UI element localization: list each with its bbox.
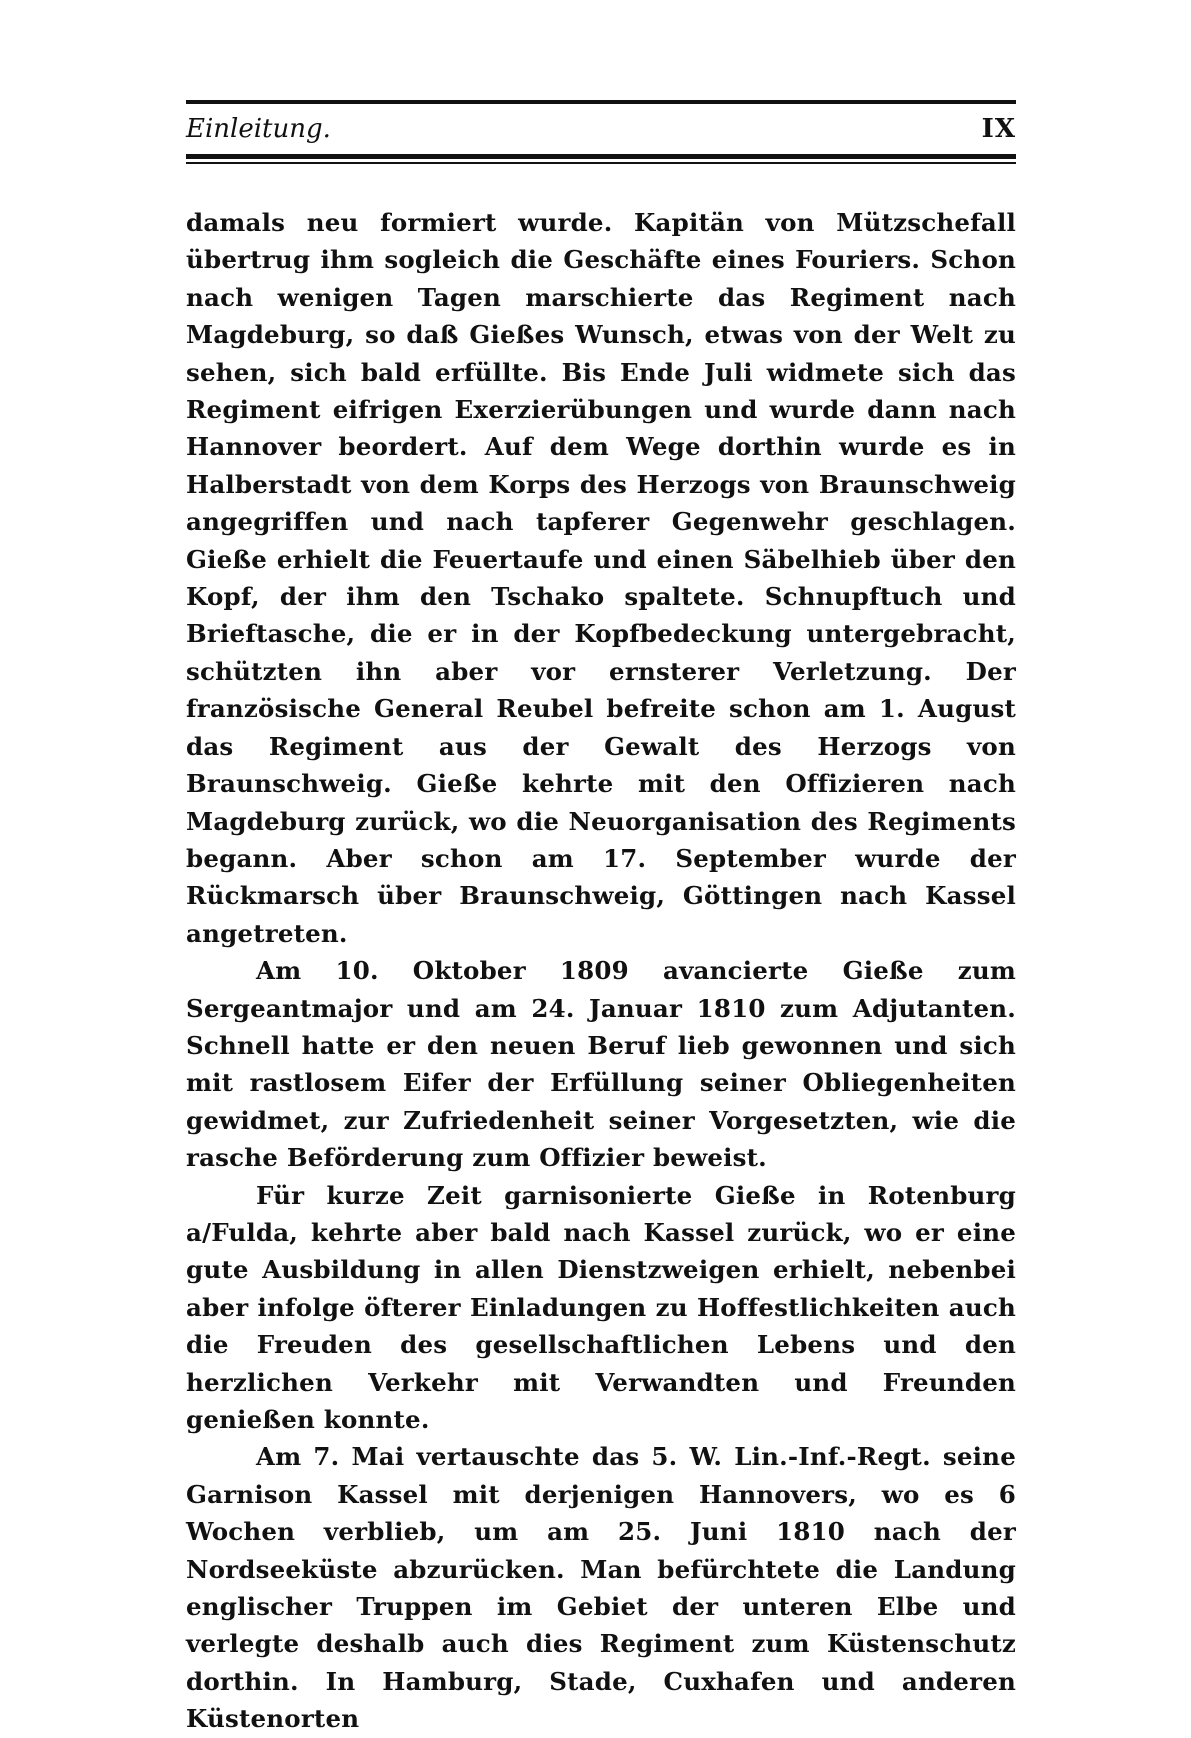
book-page — [186, 100, 1016, 1738]
page-number: IX — [981, 114, 1016, 144]
header-thin-rule — [186, 162, 1016, 164]
paragraph: damals neu formiert wurde. Kapitän von Mützschefall übertrug ihm sogleich die Geschäfte eines Fouriers. Schon nach wenigen Tagen marschierte das Regiment nach Magdeburg, so daß Gießes Wunsch, etwas von der Welt zu sehen, sich bald erfüllte. Bis Ende Juli widmete sich das Regiment eifrigen Exerzierübungen und wurde dann nach Hannover beordert. Auf dem Wege dorthin wurde es in Halberstadt von dem Korps des Herzogs von Braunschweig angegriffen und nach tapferer Gegenwehr geschlagen. Gieße erhielt die Feuertaufe und einen Säbelhieb über den Kopf, der ihm den Tschako spaltete. Schnupftuch und Brieftasche, die er in der Kopfbedeckung untergebracht, schützten ihn aber vor ernsterer Verletzung. Der französische General Reubel befreite schon am 1. August das Regiment aus der Gewalt des Herzogs von Braunschweig. Gieße kehrte mit den Offizieren nach Magdeburg zurück, wo die Neuorganisation des Regiments begann. Aber schon am 17. September wurde der Rückmarsch über Braunschweig, Göttingen nach Kassel angetreten. — [186, 208, 1016, 948]
paragraph: Am 10. Oktober 1809 avancierte Gieße zum Sergeantmajor und am 24. Januar 1810 zum Adjutanten. Schnell hatte er den neuen Beruf lieb gewonnen und sich mit rastlosem Eifer der Erfüllung seiner Obliegenheiten gewidmet, zur Zufriedenheit seiner Vorgesetzten, wie die rasche Beförderung zum Offizier beweist. — [186, 956, 1016, 1173]
paragraph: Für kurze Zeit garnisonierte Gieße in Rotenburg a/Fulda, kehrte aber bald nach Kassel zurück, wo er eine gute Ausbildung in allen Dienstzweigen erhielt, nebenbei aber infolge öfterer Einladungen zu Hoffestlichkeiten auch die Freuden des gesellschaftlichen Lebens und den herzlichen Verkehr mit Verwandten und Freunden genießen konnte. — [186, 1180, 1016, 1434]
running-header — [186, 114, 1016, 148]
header-bottom-rule — [186, 154, 1016, 159]
paragraph: Am 7. Mai vertauschte das 5. W. Lin.-Inf.-Regt. seine Garnison Kassel mit derjenigen Hannovers, wo es 6 Wochen verblieb, um am 25. Juni 1810 nach der Nordseeküste abzurücken. Man befürchtete die Landung englischer Truppen im Gebiet der unteren Elbe und verlegte deshalb auch dies Regiment zum Küstenschutz dorthin. In Hamburg, Stade, Cuxhafen und anderen Küstenorten — [186, 1442, 1016, 1734]
body-text — [186, 204, 1016, 1738]
header-top-rule — [186, 100, 1016, 104]
chapter-title: Einleitung. — [186, 114, 331, 144]
